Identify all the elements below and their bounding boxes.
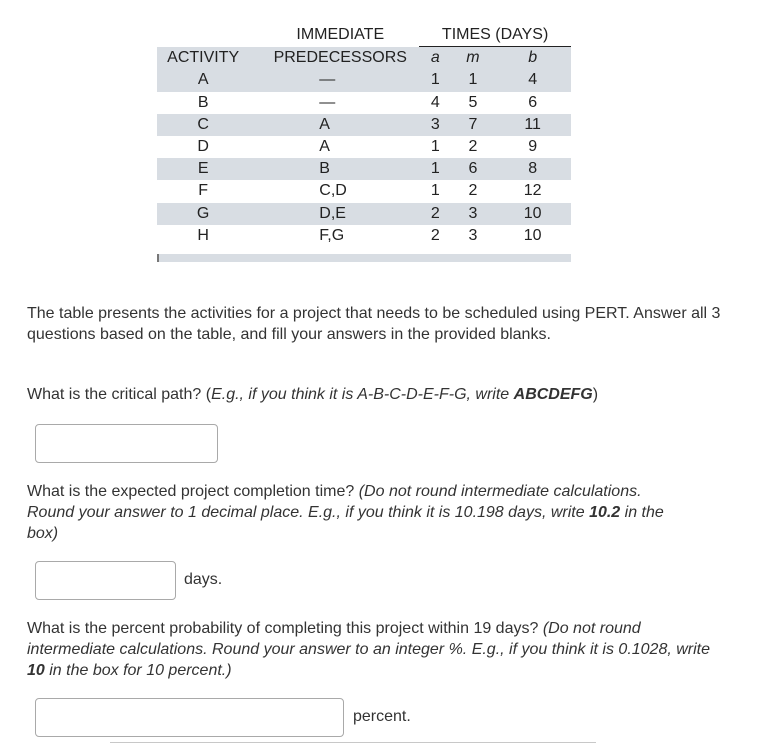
q3-prompt: What is the percent probability of completing this project within 19 days?	[27, 620, 543, 637]
q1-close: )	[592, 386, 599, 403]
cell-a: 1	[419, 69, 451, 91]
probability-input[interactable]	[35, 698, 344, 737]
table-header-row-1	[157, 24, 571, 47]
cell-predecessors	[249, 180, 419, 202]
cell-predecessors-text: C,D	[319, 182, 347, 200]
percent-unit-label: percent.	[353, 708, 411, 725]
table-row	[157, 203, 571, 225]
q3-hint-end: in the box for 10 percent.)	[44, 662, 232, 679]
cell-predecessors	[249, 92, 419, 114]
cell-predecessors-text: D,E	[319, 204, 346, 222]
cell-predecessors-text: A	[319, 115, 330, 133]
question-1-text	[27, 384, 727, 405]
cell-predecessors	[249, 114, 419, 136]
cell-activity: F	[157, 180, 249, 202]
header-times-days: TIMES (DAYS)	[419, 24, 571, 47]
q3-hint-bold: 10	[27, 662, 45, 679]
header-b: b	[494, 47, 571, 70]
q1-hint: E.g., if you think it is A-B-C-D-E-F-G, write	[211, 386, 514, 403]
table-horizontal-scrollbar[interactable]	[157, 254, 571, 262]
days-unit-label: days.	[184, 571, 223, 588]
cell-activity: D	[157, 136, 249, 158]
header-a: a	[419, 47, 451, 70]
cell-predecessors-text: A	[319, 138, 330, 156]
cell-activity: A	[157, 69, 249, 91]
cell-b: 4	[494, 69, 571, 91]
table-row	[157, 180, 571, 202]
cell-activity: H	[157, 225, 249, 247]
header-immediate: IMMEDIATE	[249, 24, 419, 47]
cell-predecessors	[249, 136, 419, 158]
cell-m: 5	[452, 92, 495, 114]
cell-predecessors	[249, 203, 419, 225]
q2-hint: (Do not round intermediate calculations. Round your answer to 1 decimal place. E.g., if you think it is 10.198 days, write	[27, 483, 642, 521]
table-row	[157, 136, 571, 158]
cell-m: 6	[452, 158, 495, 180]
q2-prompt: What is the expected project completion time?	[27, 483, 359, 500]
table-row	[157, 69, 571, 91]
cell-b: 6	[494, 92, 571, 114]
bottom-divider	[110, 742, 596, 743]
cell-predecessors-text: F,G	[319, 226, 345, 244]
completion-time-input[interactable]	[35, 561, 176, 600]
q1-hint-bold: ABCDEFG	[513, 386, 593, 403]
cell-a: 2	[419, 203, 451, 225]
cell-predecessors	[249, 69, 419, 91]
cell-m: 3	[452, 225, 495, 247]
cell-m: 1	[452, 69, 495, 91]
table-row	[157, 158, 571, 180]
header-activity-blank	[157, 24, 249, 47]
table-row	[157, 92, 571, 114]
cell-m: 2	[452, 136, 495, 158]
cell-activity: E	[157, 158, 249, 180]
cell-a: 1	[419, 158, 451, 180]
q1-prompt: What is the critical path? (	[27, 386, 212, 403]
cell-a: 4	[419, 92, 451, 114]
table-header-row-2	[157, 47, 571, 70]
cell-activity: B	[157, 92, 249, 114]
cell-m: 7	[452, 114, 495, 136]
table-row	[157, 114, 571, 136]
cell-b: 11	[494, 114, 571, 136]
cell-b: 12	[494, 180, 571, 202]
cell-a: 1	[419, 180, 451, 202]
header-m: m	[452, 47, 495, 70]
cell-predecessors	[249, 225, 419, 247]
cell-b: 9	[494, 136, 571, 158]
q2-hint-bold: 10.2	[589, 504, 621, 521]
cell-a: 1	[419, 136, 451, 158]
cell-m: 2	[452, 180, 495, 202]
cell-predecessors-text: B	[319, 160, 330, 178]
table-row	[157, 225, 571, 247]
cell-a: 2	[419, 225, 451, 247]
header-activity: ACTIVITY	[157, 47, 249, 70]
cell-activity: C	[157, 114, 249, 136]
critical-path-input[interactable]	[35, 424, 218, 463]
cell-predecessors-text: —	[319, 71, 336, 89]
cell-a: 3	[419, 114, 451, 136]
intro-paragraph: The table presents the activities for a project that needs to be scheduled using PERT. Answer all 3 questions based on the table, and fill your answers in the provided blanks.	[27, 305, 721, 343]
q2-hint-end: in the box)	[27, 504, 664, 542]
cell-b: 8	[494, 158, 571, 180]
cell-b: 10	[494, 225, 571, 247]
cell-predecessors	[249, 158, 419, 180]
cell-activity: G	[157, 203, 249, 225]
question-2-text	[27, 481, 687, 544]
cell-b: 10	[494, 203, 571, 225]
cell-m: 3	[452, 203, 495, 225]
pert-activity-table	[157, 24, 571, 247]
question-3-text	[27, 618, 717, 681]
header-predecessors: PREDECESSORS	[249, 47, 419, 70]
q3-hint: (Do not round intermediate calculations. Round your answer to an integer %. E.g., if you think it is 0.1028, write	[27, 620, 711, 658]
cell-predecessors-text: —	[319, 93, 336, 111]
